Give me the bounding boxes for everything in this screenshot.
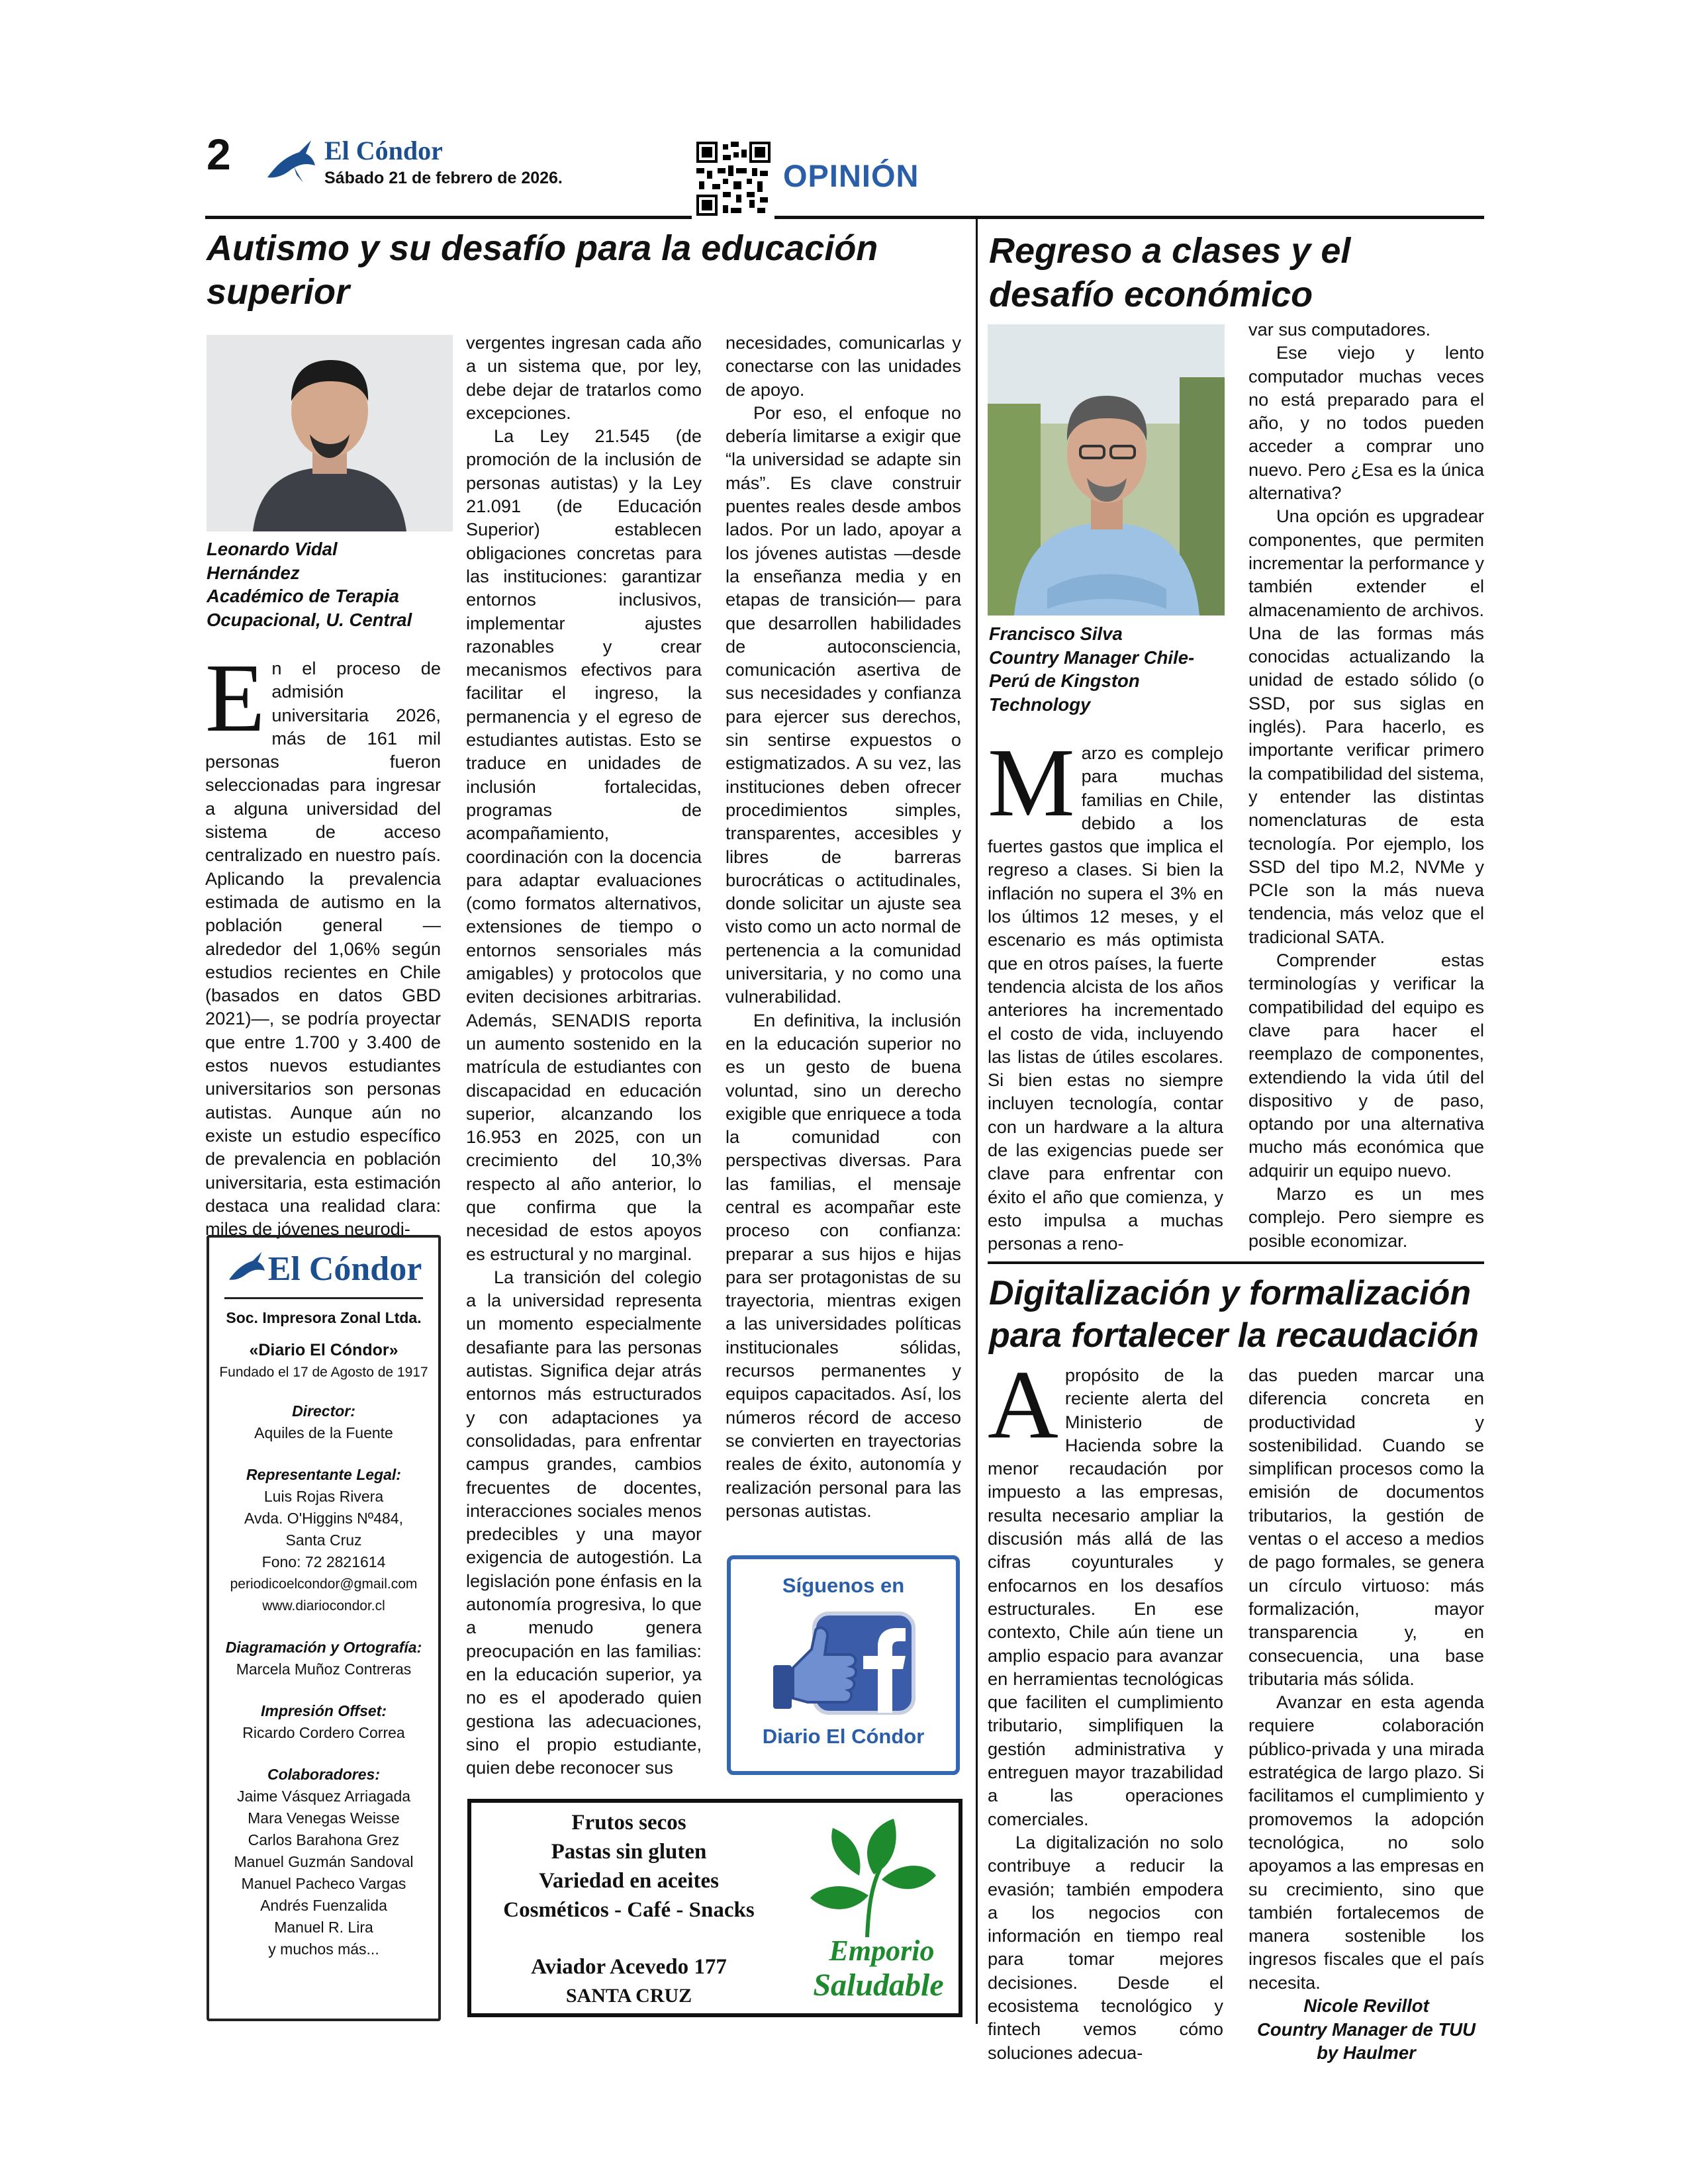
- collaborator: Carlos Barahona Grez: [248, 1831, 400, 1848]
- ad-line: Cosméticos - Café - Snacks: [503, 1898, 755, 1922]
- masthead-collab-label: Colaboradores:: [267, 1766, 380, 1783]
- emporio-ad[interactable]: [467, 1799, 962, 2017]
- article1-col1: [205, 644, 441, 1240]
- masthead-email[interactable]: periodicoelcondor@gmail.com: [230, 1576, 418, 1592]
- header-rule-left: [205, 216, 692, 219]
- header-paper-name: El Cóndor: [324, 136, 443, 165]
- masthead-print: Ricardo Cordero Correa: [242, 1724, 405, 1741]
- qr-code-icon[interactable]: [696, 142, 771, 216]
- article1-col2-p2: La transición del colegio a la universidad representa un momento especialmente desafiante para las personas autistas. Significa dejar atrás entornos más estructurados y con adaptaciones ya consolidadas, para enfrentar campus grandes, cambios frecuentes de docentes, interacciones sociales menos predecibles y una mayor exigencia de autogestión. La legislación pone énfasis en la autonomía progresiva, lo que a menudo genera preocupación en las familias: en la educación superior, ya no es el apoderado quien gestiona las adecuaciones, sino el propio estudiante, quien debe reconocer sus: [466, 1266, 702, 1778]
- article2-col2: [1248, 318, 1484, 1252]
- article1-col3-p1: Por eso, el enfoque no debería limitarse a exigir que “la universidad se adapte sin más”. Es clave construir puentes reales desde ambos lados. Por un lado, apoyar a los jóvenes autistas —desde la enseñanza media y en etapas de transición— para que desarrollen habilidades de autoconsciencia, comunicación asertiva de sus necesidades y confianza para ejercer sus derechos, sin sentirse expuestos o estigmatizados. A su vez, las instituciones deben ofrecer procedimientos simples, transparentes, accesibles y libres de barreras burocráticas o actitudinales, donde solicitar un ajuste sea visto como un acto normal de pertenencia a la comunidad universitaria, y no como una vulnerabilidad.: [726, 402, 961, 1007]
- article1-byline: [207, 537, 435, 631]
- masthead-paper: «Diario El Cóndor»: [249, 1341, 399, 1359]
- column-divider: [976, 218, 978, 2024]
- author-role: Académico de Terapia Ocupacional, U. Central: [207, 586, 412, 630]
- article1-col3-p0: necesidades, comunicarlas y conectarse con las unidades de apoyo.: [726, 332, 961, 400]
- condor-bird-icon: [265, 136, 318, 189]
- condor-logo-icon: [226, 1249, 268, 1289]
- article3-col1-text: propósito de la reciente alerta del Ministerio de Hacienda sobre la menor recaudación por impuesto a las empresas, resulta necesario ampliar la discusión más allá de las cifras coyunturales y enfocarnos en los desafíos estructurales. En ese contexto, Chile aún tiene un amplio espacio para avanzar en herramientas tecnológicas que faciliten el cumplimiento tributario, simplifiquen la gestión administrativa y entreguen mayor trazabilidad a las operaciones comerciales.: [988, 1365, 1223, 1829]
- article3-author-name: Nicole Revillot: [1303, 1995, 1429, 2017]
- masthead-design-label: Diagramación y Ortografía:: [225, 1639, 422, 1656]
- article3-col2-p0: das pueden marcar una diferencia concreta en productividad y sostenibilidad. Cuando se simplifican procesos como la emisión de documentos tributarios, la gestión de ventas o el acceso a medios de pago formales, se genera un círculo virtuoso: más formalización, mayor transparencia y, en consecuencia, una base tributaria más sólida.: [1248, 1365, 1484, 1689]
- masthead-logo-text: El Cóndor: [267, 1250, 422, 1288]
- ad-line: Frutos secos: [571, 1811, 686, 1835]
- article1-col1-text: n el proceso de admisión universitaria 2026, más de 161 mil personas fueron seleccionadas para ingresar a alguna universidad del sistema de acceso centralizado en nuestro país. Aplicando la prevalencia estimada de autismo en la población general —alrededor del 1,06% según estudios recientes en Chile (basados en datos GBD 2021)—, se podría proyectar que entre 1.700 y 3.400 de estos nuevos estudiantes universitarios son personas autistas. Aunque aún no existe un estudio específico de prevalencia en población universitaria, esta estimación destaca una realidad clara: miles de jóvenes neurodi-: [205, 658, 441, 1240]
- ad-city: SANTA CRUZ: [565, 1985, 692, 2007]
- masthead-director: Aquiles de la Fuente: [254, 1424, 393, 1441]
- article1-col2-p1: La Ley 21.545 (de promoción de la inclusión de personas autistas) y la Ley 21.091 (de Educación Superior) establecen obligaciones concretas para las instituciones: garantizar entornos inclusivos, implementar ajustes razonables y crear mecanismos efectivos para facilitar el ingreso, la permanencia y el egreso de estudiantes autistas. Esto se traduce en unidades de inclusión fortalecidas, programas de acompañamiento, coordinación con la docencia para adaptar evaluaciones (como formatos alternativos, extensiones de tiempo o entornos sensoriales más amigables) y protocolos que eviten decisiones arbitrarias. Además, SENADIS reporta un aumento sostenido en la matrícula de estudiantes con discapacidad en educación superior, alcanzando los 16.953 en 2025, con un crecimiento del 10,3% respecto al año anterior, lo que confirma que la necesidad de estos apoyos es estructural y no marginal.: [466, 426, 702, 1264]
- ad-address: Aviador Acevedo 177: [531, 1955, 727, 1979]
- masthead-company: Soc. Impresora Zonal Ltda.: [226, 1309, 422, 1326]
- facebook-follow-bottom: Diario El Cóndor: [762, 1725, 925, 1748]
- facebook-like-icon: [764, 1608, 923, 1721]
- article2-col2-p3: Comprender estas terminologías y verificar la compatibilidad del equipo es clave para hacer el reemplazo de componentes, extendiendo la vida útil del dispositivo y de paso, optando por una alternativa mucho más económica que adquirir un equipo nuevo.: [1248, 950, 1484, 1181]
- collaborator: Jaime Vásquez Arriagada: [236, 1788, 411, 1805]
- ad-brand-1: Emporio: [829, 1934, 935, 1967]
- author-name: Francisco Silva: [989, 623, 1123, 644]
- header-rule-right: [774, 216, 1484, 219]
- masthead-box: [207, 1235, 441, 2021]
- article2-col2-p2: Una opción es upgradear componentes, que permiten incrementar la performance y también extender el almacenamiento de archivos. Una de las formas más conocidas actualizando la unidad de estado sólido (o SSD, por sus siglas en inglés). Para hacerlo, es importante verificar primero la compatibilidad del sistema, y entender las distintas nomenclaturas de esta tecnología. Por ejemplo, los SSD del tipo M.2, NVMe y PCIe son la más nueva tendencia, más veloz que el tradicional SATA.: [1248, 506, 1484, 947]
- masthead-legal-name: Luis Rojas Rivera: [263, 1488, 384, 1505]
- masthead-legal-label: Representante Legal:: [246, 1466, 401, 1483]
- article1-col2: [466, 331, 702, 1779]
- article2-col2-p0: var sus computadores.: [1248, 319, 1431, 340]
- article3-col2: [1248, 1363, 1484, 2065]
- collaborator: Manuel Guzmán Sandoval: [234, 1853, 414, 1870]
- author-name: Leonardo Vidal Hernández: [207, 539, 338, 583]
- article3-rule: [988, 1261, 1484, 1264]
- article3-col2-p1: Avanzar en esta agenda requiere colaboración público-privada y una mirada estratégica de largo plazo. Si facilitamos el cumplimiento y promovemos la adopción tecnológica, no solo apoyamos a las empresas en su crecimiento, sino que también fortalecemos de manera sostenible los ingresos fiscales que el país necesita.: [1248, 1692, 1484, 1993]
- masthead-director-label: Director:: [292, 1402, 355, 1420]
- article1-dropcap: E: [205, 644, 265, 752]
- leaves-icon: [794, 1815, 940, 1940]
- page-number: 2: [207, 130, 231, 179]
- author-photo-francisco: [988, 324, 1225, 615]
- collaborator: Andrés Fuenzalida: [260, 1897, 387, 1914]
- article1-col3-p2: En definitiva, la inclusión en la educación superior no es un gesto de buena voluntad, sino un derecho exigible que enriquece a toda la comunidad con perspectivas diversas. Para las familias, el mensaje central es acompañar este proceso con confianza: preparar a sus hijos e hijas para ser protagonistas de su trayectoria, mientras exigen a las universidades políticas institucionales sólidas, recursos permanentes y equipos capacitados. Así, los números récord de acceso se convierten en trayectorias reales de éxito, autonomía y realización personal para las personas autistas.: [726, 1009, 961, 1521]
- facebook-follow-top: Síguenos en: [782, 1574, 905, 1597]
- collaborator: Manuel R. Lira: [274, 1919, 373, 1936]
- author-role: Country Manager Chile-Perú de Kingston Technology: [989, 647, 1195, 715]
- masthead-founded: Fundado el 17 de Agosto de 1917: [219, 1365, 428, 1380]
- article3-dropcap: A: [988, 1351, 1058, 1459]
- collaborator: Manuel Pacheco Vargas: [241, 1875, 406, 1892]
- masthead-print-label: Impresión Offset:: [261, 1702, 387, 1719]
- masthead-rule: [224, 1297, 423, 1299]
- article2-col1: [988, 729, 1223, 1255]
- article2-col2-p4: Marzo es un mes complejo. Pero siempre es posible economizar.: [1248, 1183, 1484, 1251]
- article2-col2-p1: Ese viejo y lento computador muchas veces no está preparado para el año, y no todos pueden acceder a comprar uno nuevo. Pero ¿Esa es la única alternativa?: [1248, 342, 1484, 504]
- ad-line: Pastas sin gluten: [551, 1840, 707, 1864]
- article3-col1: [988, 1351, 1223, 2064]
- masthead-phone: Fono: 72 2821614: [261, 1553, 386, 1570]
- article2-dropcap: M: [988, 729, 1075, 837]
- collaborator: y muchos más...: [268, 1940, 379, 1958]
- header-date: Sábado 21 de febrero de 2026.: [324, 169, 563, 187]
- masthead-address2: Santa Cruz: [285, 1531, 362, 1549]
- article3-title: Digitalización y formalización para fortalecer la recaudación: [989, 1274, 1479, 1355]
- ad-brand-2: Saludable: [813, 1968, 944, 2003]
- article3-col1-p1: La digitalización no solo contribuye a reducir la evasión; también empodera a los negocios con información en tiempo real para tomar mejores decisiones. Desde el ecosistema tecnológico y fintech vemos cómo soluciones adecua-: [988, 1831, 1223, 2063]
- ad-line: Variedad en aceites: [539, 1869, 719, 1893]
- section-title: OPINIÓN: [783, 158, 919, 193]
- facebook-follow-box[interactable]: [727, 1555, 960, 1775]
- article1-col3: [726, 331, 961, 1522]
- author-photo-leonardo: [207, 335, 453, 531]
- article1-title: Autismo y su desafío para la educación superior: [207, 228, 878, 312]
- masthead-web[interactable]: www.diariocondor.cl: [262, 1598, 385, 1614]
- article2-byline: [989, 622, 1227, 716]
- masthead-address1: Avda. O'Higgins Nº484,: [244, 1510, 403, 1527]
- article1-col2-p0: vergentes ingresan cada año a un sistema que, por ley, debe dejar de tratarlos como excepciones.: [466, 332, 702, 423]
- article2-col1-text: arzo es complejo para muchas familias en Chile, debido a los fuertes gastos que implica el regreso a clases. Si bien la inflación no supera el 3% en los últimos 12 meses, y el escenario es más optimista que en otros países, la fuerte tendencia alcista de los años anteriores ha incrementado el costo de vida, incluyendo las listas de útiles escolares. Si bien estas no siempre incluyen tecnología, contar con un hardware a la altura de las exigencias puede ser clave para enfrentar con éxito el año que comienza, y esto impulsa a muchas personas a reno-: [988, 743, 1223, 1254]
- masthead-design: Marcela Muñoz Contreras: [236, 1661, 412, 1678]
- collaborator: Mara Venegas Weisse: [248, 1809, 400, 1827]
- article3-author-role: Country Manager de TUU by Haulmer: [1256, 2019, 1476, 2064]
- article2-title: Regreso a clases y el desafío económico: [989, 231, 1351, 314]
